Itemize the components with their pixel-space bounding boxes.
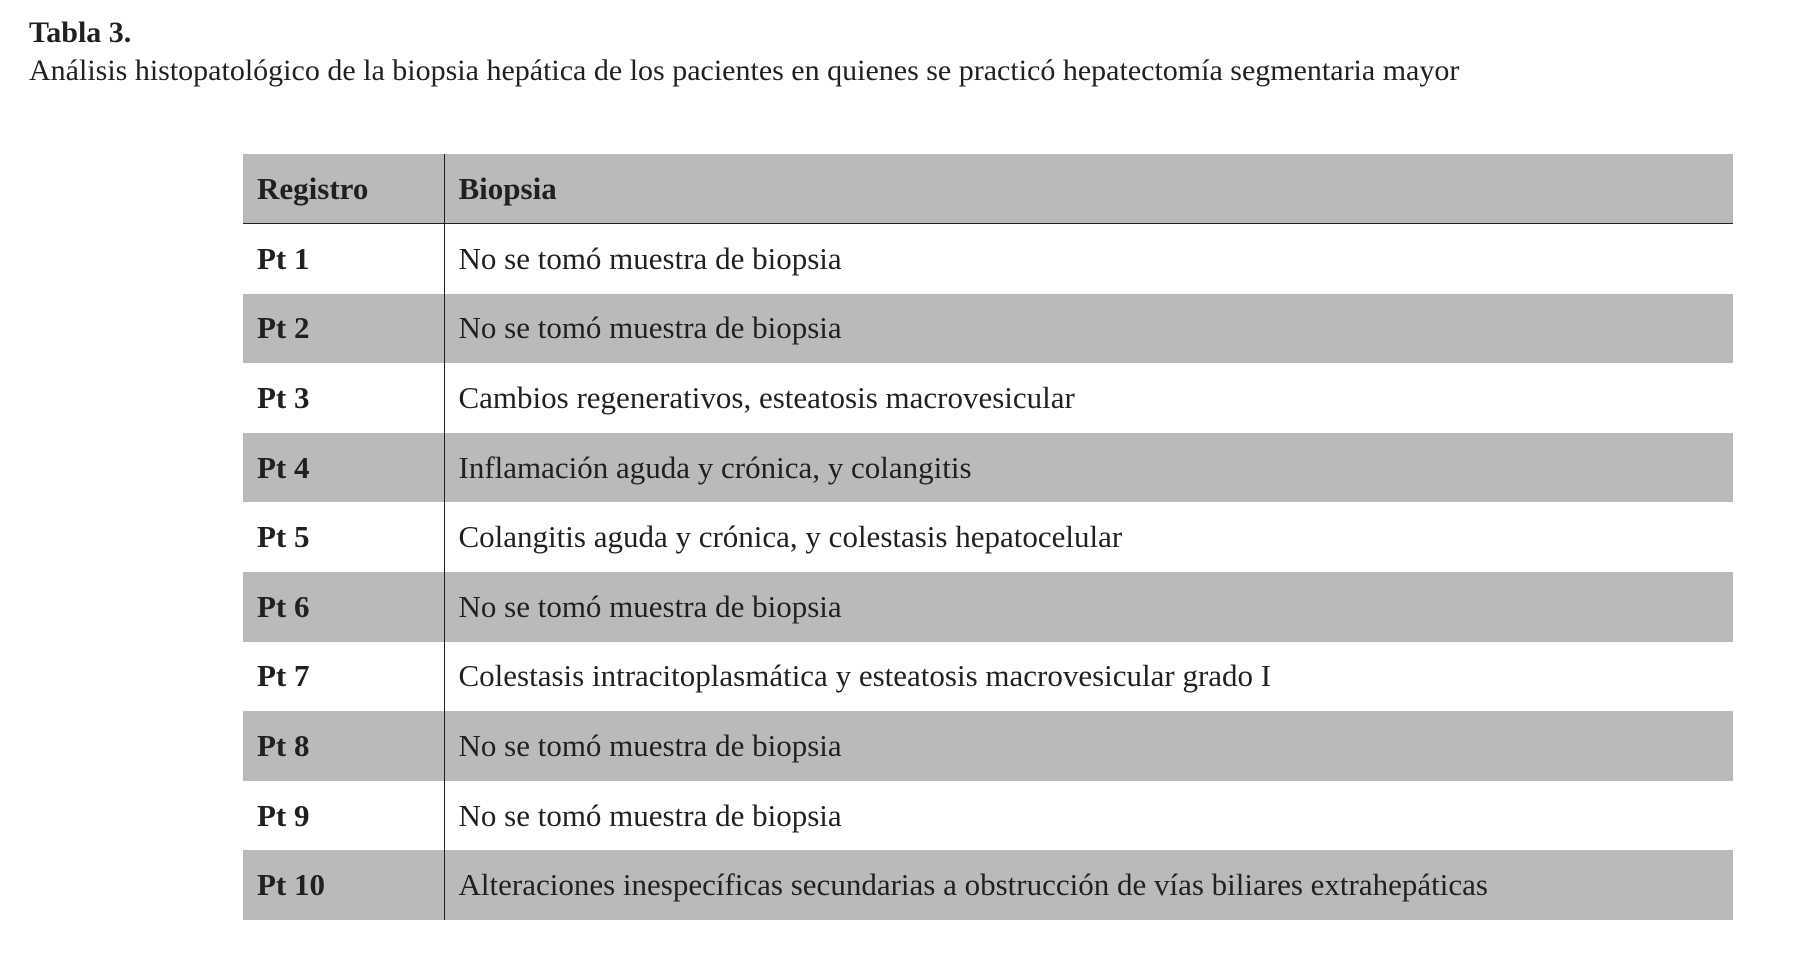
header-biopsia: Biopsia (444, 154, 1733, 224)
cell-registro: Pt 10 (243, 850, 444, 920)
table-header (243, 154, 1733, 224)
cell-biopsia: No se tomó muestra de biopsia (458, 240, 842, 276)
caption-label: Tabla 3. (29, 16, 132, 49)
cell-registro: Pt 3 (243, 363, 444, 433)
cell-registro: Pt 4 (243, 433, 444, 503)
table-row (243, 363, 1733, 433)
table-row (243, 572, 1733, 642)
table-body (243, 224, 1733, 920)
cell-registro: Pt 1 (243, 224, 444, 294)
cell-biopsia: No se tomó muestra de biopsia (444, 572, 1733, 642)
table-row (243, 433, 1733, 503)
cell-registro: Pt 8 (243, 711, 444, 781)
table-row (243, 711, 1733, 781)
table-row (243, 642, 1733, 712)
cell-biopsia: Alteraciones inespecíficas secundarias a obstrucción de vías biliares extrahepáticas (444, 850, 1733, 920)
cell-registro: Pt 5 (243, 502, 444, 572)
table-row (243, 850, 1733, 920)
cell-biopsia: No se tomó muestra de biopsia (458, 797, 842, 833)
cell-biopsia: No se tomó muestra de biopsia (444, 711, 1733, 781)
table-row (243, 224, 1733, 294)
biopsy-table (243, 154, 1733, 920)
cell-registro: Pt 2 (243, 294, 444, 364)
table-row (243, 502, 1733, 572)
cell-biopsia: Cambios regenerativos, esteatosis macrovesicular (458, 379, 1075, 415)
table-container (243, 154, 1733, 920)
table-row (243, 781, 1733, 851)
cell-registro: Pt 9 (243, 781, 444, 851)
header-row (243, 154, 1733, 224)
cell-biopsia: No se tomó muestra de biopsia (444, 294, 1733, 364)
cell-registro: Pt 7 (243, 642, 444, 712)
table-row (243, 294, 1733, 364)
caption-text: Análisis histopatológico de la biopsia hepática de los pacientes en quienes se practicó hepatectomía segmentaria mayor (29, 54, 1460, 87)
cell-biopsia: Colestasis intracitoplasmática y esteatosis macrovesicular grado I (458, 658, 1272, 694)
cell-biopsia: Inflamación aguda y crónica, y colangitis (444, 433, 1733, 503)
table-caption (29, 14, 1459, 90)
cell-biopsia: Colangitis aguda y crónica, y colestasis hepatocelular (458, 519, 1123, 555)
header-registro: Registro (243, 154, 444, 224)
cell-registro: Pt 6 (243, 572, 444, 642)
